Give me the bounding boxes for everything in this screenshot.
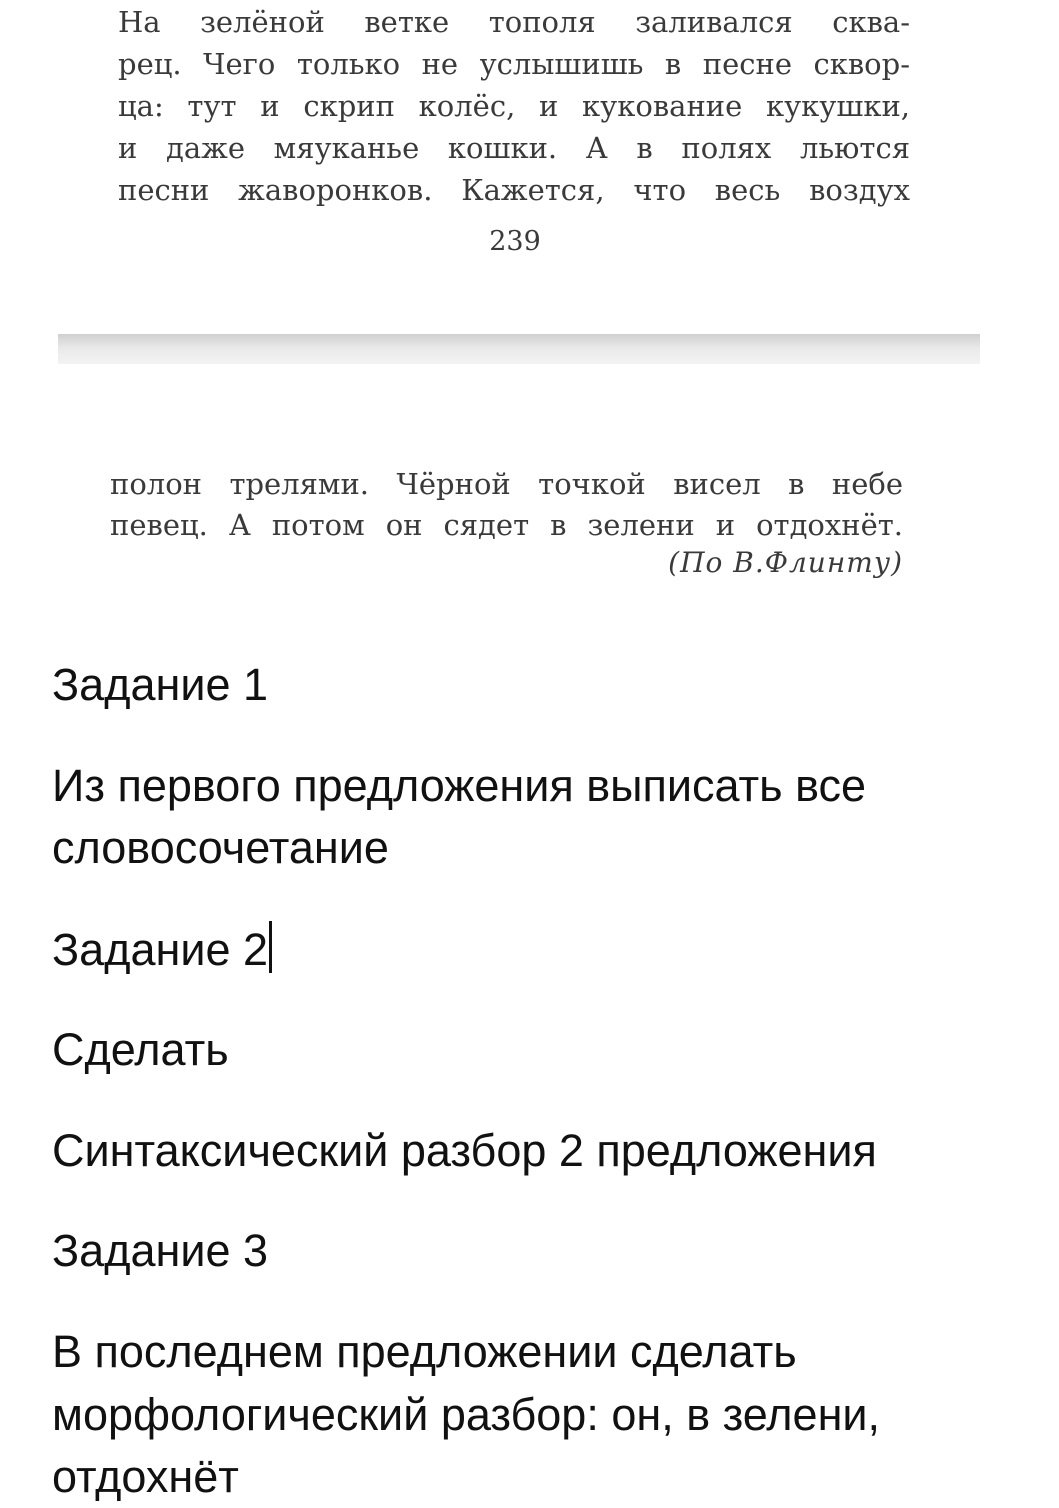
page-divider bbox=[58, 334, 980, 364]
task2-title-line[interactable] bbox=[52, 919, 272, 981]
task1-text-line[interactable]: Из первого предложения выписать все bbox=[52, 760, 867, 811]
task1-text-line[interactable]: словосочетание bbox=[52, 822, 389, 873]
book-text-line: певец. А потом он сядет в зелени и отдохнёт. bbox=[110, 508, 903, 542]
attribution: (По В.Флинту) bbox=[668, 546, 903, 579]
task3-text-line[interactable]: В последнем предложении сделать bbox=[52, 1326, 797, 1377]
task2-text-line[interactable]: Сделать bbox=[52, 1024, 229, 1075]
book-text-line: ца: тут и скрип колёс, и кукование кукушки, bbox=[118, 89, 910, 123]
book-text-line: песни жаворонков. Кажется, что весь воздух bbox=[118, 173, 910, 207]
book-text-line: полон трелями. Чёрной точкой висел в небе bbox=[110, 467, 903, 501]
task3-text-line[interactable]: отдохнёт bbox=[52, 1451, 239, 1502]
page-number: 239 bbox=[489, 226, 541, 257]
book-text-line: рец. Чего только не услышишь в песне сквор- bbox=[118, 47, 910, 81]
task3-title[interactable]: Задание 3 bbox=[52, 1225, 269, 1276]
task2-title[interactable]: Задание 2 bbox=[52, 924, 269, 975]
text-cursor bbox=[269, 921, 272, 973]
task1-title[interactable]: Задание 1 bbox=[52, 659, 269, 710]
book-text-line: На зелёной ветке тополя заливался сква- bbox=[118, 5, 910, 39]
book-text-line: и даже мяуканье кошки. А в полях льются bbox=[118, 131, 910, 165]
task2-text-line[interactable]: Синтаксический разбор 2 предложения bbox=[52, 1125, 877, 1176]
task3-text-line[interactable]: морфологический разбор: он, в зелени, bbox=[52, 1389, 881, 1440]
